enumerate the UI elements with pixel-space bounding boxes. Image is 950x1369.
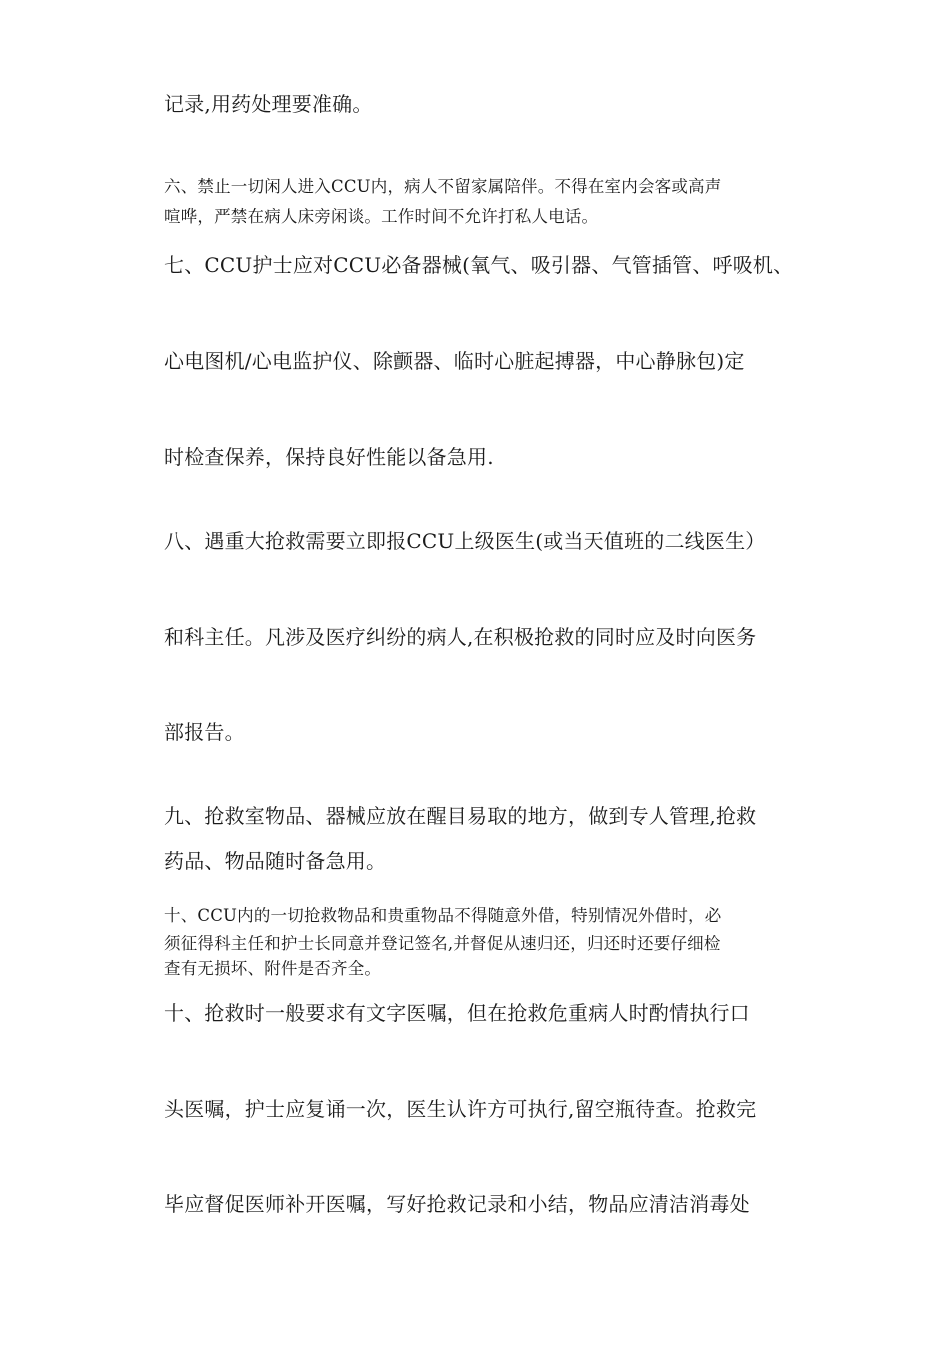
text-line: 喧哗，严禁在病人床旁闲谈。工作时间不允许打私人电话。 (164, 207, 599, 226)
text-line: 须征得科主任和护士长同意并登记签名,并督促从速归还，归还时还要仔细检 (164, 934, 721, 953)
text-line: 时检查保养，保持良好性能以备急用. (164, 445, 494, 469)
text-line: 九、抢救室物品、器械应放在醒目易取的地方，做到专人管理,抢救 (164, 804, 757, 828)
text-line: 头医嘱，护士应复诵一次，医生认许方可执行,留空瓶待查。抢救完 (164, 1097, 757, 1121)
text-line: 记录,用药处理要准确。 (164, 92, 373, 116)
text-line: 十、CCU内的一切抢救物品和贵重物品不得随意外借，特别情况外借时，必 (164, 906, 722, 925)
text-line: 毕应督促医师补开医嘱，写好抢救记录和小结，物品应清洁消毒处 (164, 1192, 750, 1216)
text-line: 十、抢救时一般要求有文字医嘱，但在抢救危重病人时酌情执行口 (164, 1001, 750, 1025)
text-line: 和科主任。凡涉及医疗纠纷的病人,在积极抢救的同时应及时向医务 (164, 625, 757, 649)
text-line: 心电图机/心电监护仪、除颤器、临时心脏起搏器，中心静脉包)定 (164, 349, 745, 373)
text-line: 七、CCU护士应对CCU必备器械(氧气、吸引器、气管插管、呼吸机、 (164, 253, 794, 277)
text-line: 药品、物品随时备急用。 (164, 849, 387, 873)
text-line: 六、禁止一切闲人进入CCU内，病人不留家属陪伴。不得在室内会客或高声 (164, 177, 722, 196)
text-line: 部报告。 (164, 720, 245, 744)
text-line: 查有无损坏、附件是否齐全。 (164, 959, 382, 978)
text-line: 八、遇重大抢救需要立即报CCU上级医生(或当天值班的二线医生） (164, 529, 766, 553)
